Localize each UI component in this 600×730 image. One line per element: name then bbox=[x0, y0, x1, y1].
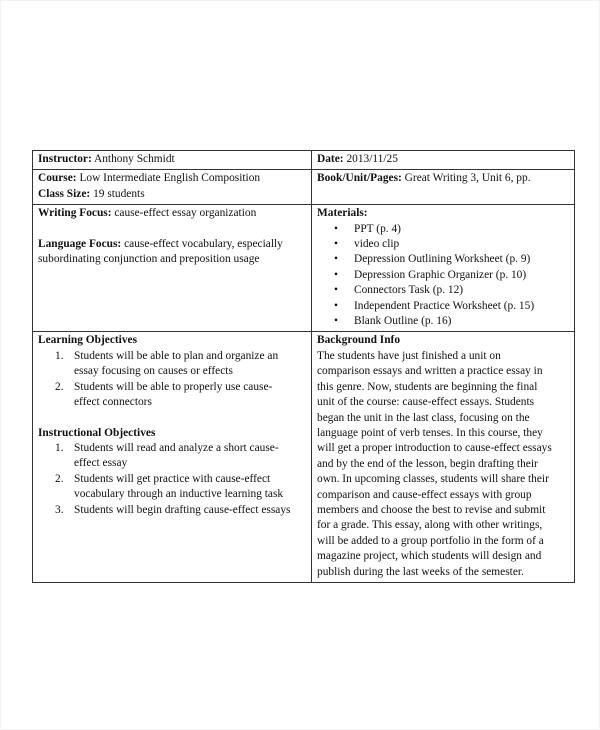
materials-list bbox=[317, 222, 569, 330]
book-cell bbox=[312, 170, 575, 205]
background-line: for a grade. This essay, along with other writings, bbox=[317, 519, 543, 532]
class-size-label: Class Size: bbox=[38, 187, 91, 200]
background-line: will get a proper introduction to cause-effect essays bbox=[317, 442, 552, 455]
date-cell bbox=[312, 151, 575, 170]
writing-focus-label: Writing Focus: bbox=[38, 207, 112, 220]
list-item-number: 3. bbox=[55, 503, 64, 516]
list-item-text: essay focusing on causes or effects bbox=[74, 365, 233, 378]
course-row bbox=[33, 170, 575, 205]
background-cell bbox=[312, 332, 575, 583]
instructional-objectives-label: Instructional Objectives bbox=[38, 426, 156, 439]
book-label: Book/Unit/Pages: bbox=[317, 172, 402, 185]
background-line: and by the end of the lesson, begin drafting their bbox=[317, 457, 538, 470]
lesson-plan-table bbox=[32, 150, 575, 583]
background-line: members and choose the best to revise and submit bbox=[317, 503, 546, 516]
list-item: • Depression Graphic Organizer (p. 10) bbox=[334, 268, 569, 283]
course-cell bbox=[33, 170, 312, 205]
background-line: language point of verb tenses. In this course, they bbox=[317, 426, 543, 439]
materials-cell bbox=[312, 205, 575, 332]
objectives-cell bbox=[33, 332, 312, 583]
date-value: 2013/11/25 bbox=[346, 153, 398, 165]
list-item-text: effect essay bbox=[74, 457, 128, 470]
background-line: began the unit in the last class, focusing on the bbox=[317, 411, 530, 424]
list-item-text: Students will begin drafting cause-effect essays bbox=[74, 503, 291, 516]
background-text bbox=[317, 349, 569, 580]
background-line: magazine project, which students will design and bbox=[317, 550, 542, 563]
instructor-label: Instructor: bbox=[38, 153, 92, 165]
background-line: comparison essays and written a practice essay in bbox=[317, 365, 543, 378]
background-line: own. In upcoming classes, students will share their bbox=[317, 473, 549, 486]
list-item bbox=[55, 441, 306, 472]
instructor-value: Anthony Schmidt bbox=[94, 153, 175, 165]
language-focus-value-line2: subordinating conjunction and preposition usage bbox=[38, 253, 260, 266]
list-item bbox=[55, 503, 306, 518]
date-label: Date: bbox=[317, 153, 344, 165]
background-line: The students have just finished a unit on bbox=[317, 349, 501, 362]
writing-focus-value: cause-effect essay organization bbox=[114, 207, 257, 220]
background-line: this genre. Now, students are beginning the final bbox=[317, 380, 538, 393]
background-line: unit of the course: cause-effect essays. Students bbox=[317, 396, 535, 409]
list-item: • PPT (p. 4) bbox=[334, 222, 569, 237]
list-item bbox=[55, 472, 306, 503]
background-line: will be added to a group portfolio in the form of a bbox=[317, 534, 544, 547]
list-item-number: 1. bbox=[55, 441, 64, 454]
list-item: • Connectors Task (p. 12) bbox=[334, 283, 569, 298]
list-item bbox=[55, 380, 306, 411]
list-item-text: Students will read and analyze a short cause- bbox=[74, 441, 279, 454]
list-item: • Depression Outlining Worksheet (p. 9) bbox=[334, 252, 569, 267]
materials-label: Materials: bbox=[317, 207, 368, 220]
book-value: Great Writing 3, Unit 6, pp. bbox=[404, 172, 531, 185]
background-label: Background Info bbox=[317, 334, 401, 347]
focus-cell bbox=[33, 205, 312, 332]
focus-row bbox=[33, 205, 575, 332]
list-item: • video clip bbox=[334, 237, 569, 252]
list-item bbox=[55, 349, 306, 380]
list-item-number: 2. bbox=[55, 380, 64, 393]
background-line: comparison and cause-effect essays with group bbox=[317, 488, 532, 501]
background-line: publish during the last weeks of the semester. bbox=[317, 565, 524, 578]
list-item-text: Students will get practice with cause-effect bbox=[74, 472, 271, 485]
list-item-text: Students will be able to properly use cause- bbox=[74, 380, 273, 393]
list-item: • Blank Outline (p. 16) bbox=[334, 314, 569, 329]
learning-objectives-list bbox=[38, 349, 306, 411]
list-item-text: Students will be able to plan and organize an bbox=[74, 349, 279, 362]
list-item-text: effect connectors bbox=[74, 396, 152, 409]
language-focus-label: Language Focus: bbox=[38, 237, 122, 250]
language-focus-value-line1: cause-effect vocabulary, especially bbox=[124, 237, 283, 250]
list-item-text: vocabulary through an inductive learning task bbox=[74, 488, 284, 501]
instructor-cell bbox=[33, 151, 312, 170]
course-value: Low Intermediate English Composition bbox=[79, 172, 261, 185]
header-row bbox=[33, 151, 575, 170]
instructional-objectives-list bbox=[38, 441, 306, 518]
list-item-number: 2. bbox=[55, 472, 64, 485]
learning-objectives-label: Learning Objectives bbox=[38, 334, 138, 347]
course-label: Course: bbox=[38, 172, 77, 185]
class-size-value: 19 students bbox=[93, 187, 145, 200]
list-item-number: 1. bbox=[55, 349, 64, 362]
list-item: • Independent Practice Worksheet (p. 15) bbox=[334, 299, 569, 314]
objectives-row bbox=[33, 332, 575, 583]
